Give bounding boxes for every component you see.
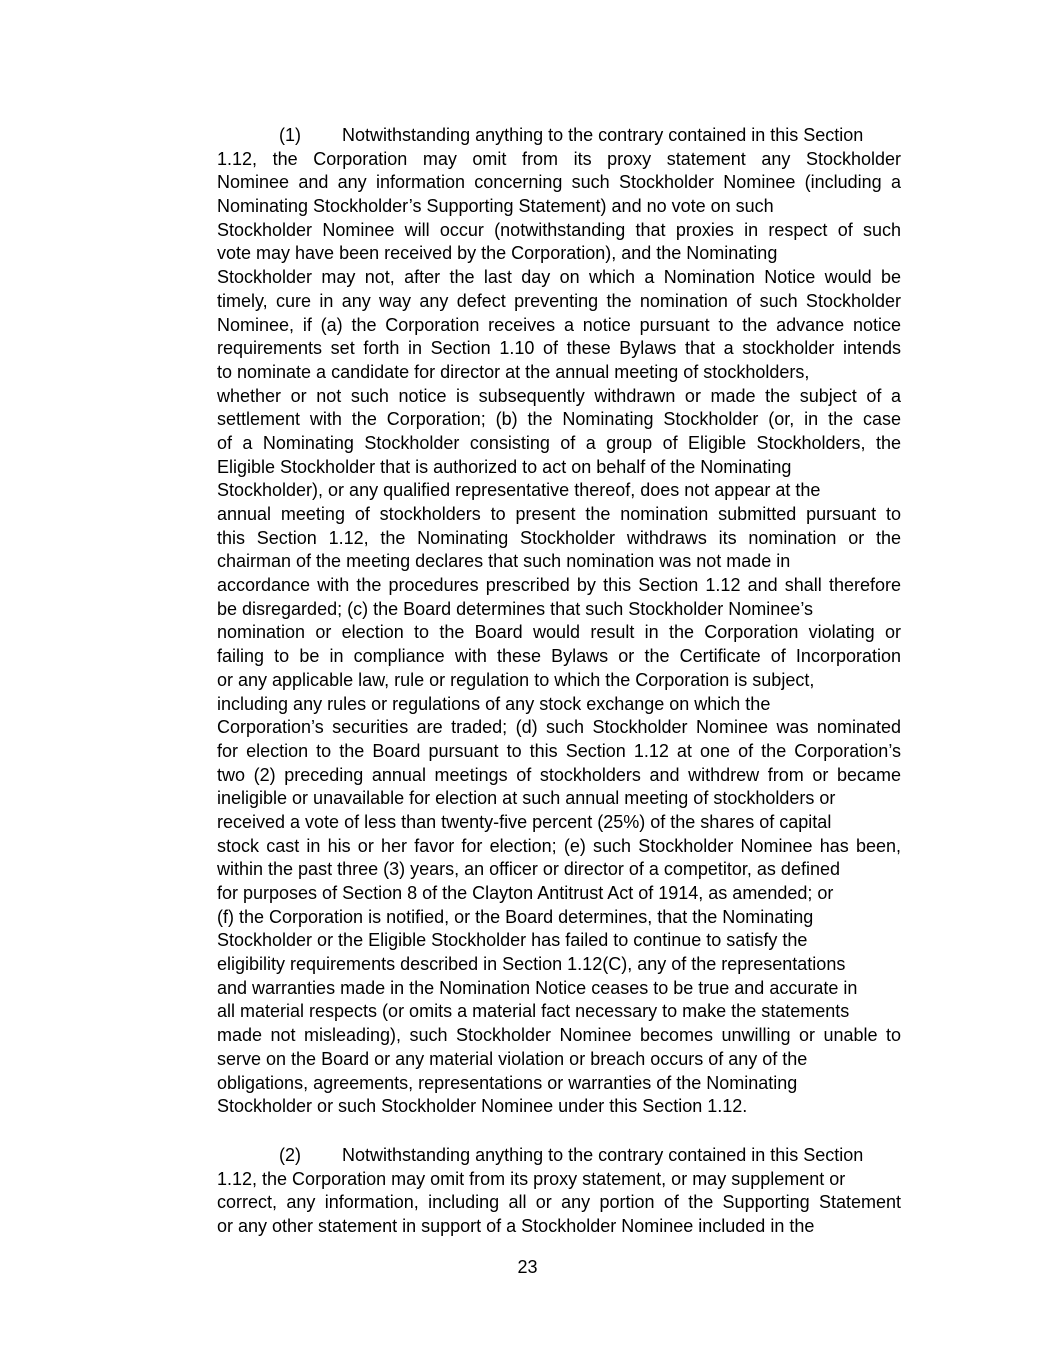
paragraph-1-line: timely, cure in any way any defect preventing the nomination of such Stockholder: [217, 290, 901, 311]
paragraph-2-line: 1.12, the Corporation may omit from its proxy statement, or may supplement or: [217, 1168, 846, 1189]
paragraph-1-line: Nominating Stockholder’s Supporting Statement) and no vote on such: [217, 196, 774, 217]
paragraph-1-line: or any applicable law, rule or regulation to which the Corporation is subject,: [217, 669, 815, 690]
paragraph-1-line: Stockholder), or any qualified representative thereof, does not appear at the: [217, 480, 821, 501]
paragraph-1-line: vote may have been received by the Corporation), and the Nominating: [217, 243, 778, 264]
paragraph-1-line: stock cast in his or her favor for election; (e) such Stockholder Nominee has been,: [217, 835, 901, 856]
paragraph-1-first-line: [217, 124, 901, 148]
paragraph-1-line: Notwithstanding anything to the contrary contained in this Section: [342, 125, 864, 145]
paragraph-1-line: Stockholder or the Eligible Stockholder has failed to continue to satisfy the: [217, 930, 808, 951]
paragraph-2-line: Notwithstanding anything to the contrary contained in this Section: [342, 1145, 864, 1165]
paragraph-2-first-line: [217, 1144, 901, 1168]
paragraph-2-line: or any other statement in support of a Stockholder Nominee included in the: [217, 1216, 815, 1237]
paragraph-1-line: made not misleading), such Stockholder Nominee becomes unwilling or unable to: [217, 1025, 901, 1046]
paragraph-1-line: Stockholder may not, after the last day on which a Nomination Notice would be: [217, 267, 901, 288]
paragraph-1-line: Nominee and any information concerning such Stockholder Nominee (including a: [217, 172, 901, 193]
paragraph-1-line: Nominee, if (a) the Corporation receives a notice pursuant to the advance notice: [217, 314, 901, 335]
paragraph-1-line: eligibility requirements described in Section 1.12(C), any of the representations: [217, 954, 846, 975]
paragraph-1-line: annual meeting of stockholders to present the nomination submitted pursuant to: [217, 504, 901, 524]
paragraph-1-line: of a Nominating Stockholder consisting of a group of Eligible Stockholders, the: [217, 432, 901, 453]
paragraph-2-number: (2): [279, 1145, 301, 1165]
paragraph-1-line: ineligible or unavailable for election at such annual meeting of stockholders or: [217, 788, 836, 809]
paragraph-1-number: (1): [279, 125, 301, 145]
paragraph-1: [217, 124, 901, 1119]
paragraph-1-line: 1.12, the Corporation may omit from its proxy statement any Stockholder: [217, 148, 901, 169]
paragraph-1-line: be disregarded; (c) the Board determines that such Stockholder Nominee’s: [217, 598, 813, 619]
paragraph-1-line: to nominate a candidate for director at the annual meeting of stockholders,: [217, 361, 810, 382]
paragraph-1-line: for purposes of Section 8 of the Clayton Antitrust Act of 1914, as amended; or: [217, 883, 834, 903]
paragraph-1-line: Stockholder or such Stockholder Nominee under this Section 1.12.: [217, 1096, 748, 1117]
paragraph-1-line: accordance with the procedures prescribed by this Section 1.12 and shall therefore: [217, 575, 901, 596]
paragraph-1-line: for election to the Board pursuant to this Section 1.12 at one of the Corporation’s: [217, 740, 901, 761]
paragraph-1-line: within the past three (3) years, an officer or director of a competitor, as defined: [217, 859, 840, 880]
paragraph-1-line: this Section 1.12, the Nominating Stockholder withdraws its nomination or the: [217, 527, 901, 548]
paragraph-1-line: nomination or election to the Board would result in the Corporation violating or: [217, 622, 901, 643]
paragraph-1-line: settlement with the Corporation; (b) the Nominating Stockholder (or, in the case: [217, 409, 901, 430]
paragraph-1-line: two (2) preceding annual meetings of stockholders and withdrew from or became: [217, 764, 901, 785]
paragraph-1-line: Eligible Stockholder that is authorized to act on behalf of the Nominating: [217, 456, 792, 477]
paragraph-1-line: chairman of the meeting declares that such nomination was not made in: [217, 551, 791, 572]
paragraph-1-line: Stockholder Nominee will occur (notwithstanding that proxies in respect of such: [217, 219, 901, 240]
paragraph-1-line: Corporation’s securities are traded; (d) such Stockholder Nominee was nominated: [217, 717, 901, 738]
paragraph-1-line: requirements set forth in Section 1.10 of these Bylaws that a stockholder intends: [217, 338, 901, 359]
paragraph-1-line: obligations, agreements, representations or warranties of the Nominating: [217, 1072, 798, 1093]
paragraph-1-line: including any rules or regulations of any stock exchange on which the: [217, 693, 771, 714]
paragraph-1-line: whether or not such notice is subsequently withdrawn or made the subject of a: [217, 385, 901, 406]
paragraph-1-line: (f) the Corporation is notified, or the Board determines, that the Nominating: [217, 906, 814, 927]
paragraph-1-line: failing to be in compliance with these Bylaws or the Certificate of Incorporation: [217, 646, 901, 667]
paragraph-2: [217, 1144, 901, 1239]
paragraph-1-line: serve on the Board or any material violation or breach occurs of any of the: [217, 1048, 808, 1069]
paragraph-2-line: correct, any information, including all or any portion of the Supporting Statement: [217, 1192, 901, 1213]
page-number: 23: [517, 1257, 538, 1277]
paragraph-1-line: received a vote of less than twenty-five percent (25%) of the shares of capital: [217, 811, 832, 832]
paragraph-1-line: all material respects (or omits a material fact necessary to make the statements: [217, 1001, 850, 1022]
paragraph-1-line: and warranties made in the Nomination Notice ceases to be true and accurate in: [217, 977, 858, 998]
